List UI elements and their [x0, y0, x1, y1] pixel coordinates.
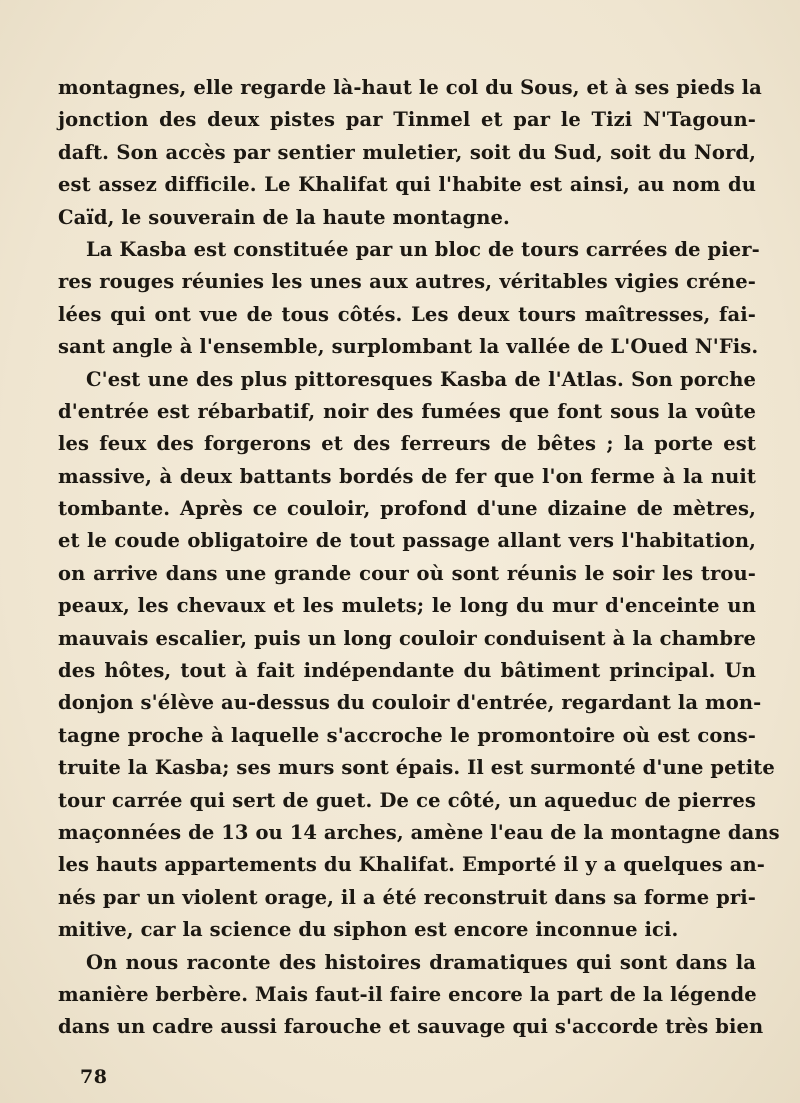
text-line: mitive, car la science du siphon est encore inconnue ici. [58, 918, 679, 942]
text-line: daft. Son accès par sentier muletier, soit du Sud, soit du Nord, [58, 140, 756, 164]
text-line: lées qui ont vue de tous côtés. Les deux tours maîtresses, fai- [58, 302, 756, 326]
text-line: on arrive dans une grande cour où sont réunis le soir les trou- [58, 561, 756, 585]
text-line: les feux des forgerons et des ferreurs de bêtes ; la porte est [58, 432, 756, 456]
text-line: dans un cadre aussi farouche et sauvage qui s'accorde très bien [58, 1015, 764, 1039]
text-line: tagne proche à laquelle s'accroche le promontoire où est cons- [58, 723, 756, 747]
text-line: donjon s'élève au-dessus du couloir d'entrée, regardant la mon- [58, 691, 762, 715]
text-line: nés par un violent orage, il a été reconstruit dans sa forme pri- [58, 885, 756, 909]
text-line: d'entrée est rébarbatif, noir des fumées que font sous la voûte [58, 399, 756, 423]
text-line: massive, à deux battants bordés de fer que l'on ferme à la nuit [58, 464, 756, 488]
text-line: est assez difficile. Le Khalifat qui l'habite est ainsi, au nom du [58, 173, 756, 197]
text-line: truite la Kasba; ses murs sont épais. Il est surmonté d'une petite [58, 756, 775, 780]
text-line: peaux, les chevaux et les mulets; le long du mur d'enceinte un [58, 594, 756, 618]
body-text [58, 72, 780, 1044]
text-line: On nous raconte des histoires dramatiques qui sont dans la [86, 950, 756, 974]
page-number: 78 [80, 1066, 108, 1088]
text-line: C'est une des plus pittoresques Kasba de l'Atlas. Son porche [86, 367, 756, 391]
text-line: manière berbère. Mais faut-il faire encore la part de la légende [58, 982, 757, 1006]
text-line: res rouges réunies les unes aux autres, véritables vigies créne- [58, 270, 756, 294]
text-line: Caïd, le souverain de la haute montagne. [58, 205, 510, 229]
text-line: La Kasba est constituée par un bloc de tours carrées de pier- [86, 237, 760, 261]
text-line: montagnes, elle regarde là-haut le col du Sous, et à ses pieds la [58, 76, 762, 99]
text-line: tour carrée qui sert de guet. De ce côté, un aqueduc de pierres [58, 788, 756, 812]
text-line: des hôtes, tout à fait indépendante du bâtiment principal. Un [58, 659, 756, 683]
text-line: sant angle à l'ensemble, surplombant la vallée de L'Oued N'Fis. [58, 335, 759, 359]
text-line: jonction des deux pistes par Tinmel et par le Tizi N'Tagoun- [58, 108, 756, 132]
text-line: maçonnées de 13 ou 14 arches, amène l'eau de la montagne dans [58, 820, 780, 844]
text-line: mauvais escalier, puis un long couloir conduisent à la chambre [58, 626, 756, 650]
text-line: les hauts appartements du Khalifat. Emporté il y a quelques an- [58, 853, 765, 877]
text-line: tombante. Après ce couloir, profond d'une dizaine de mètres, [58, 497, 756, 521]
text-line: et le coude obligatoire de tout passage allant vers l'habitation, [58, 529, 756, 553]
